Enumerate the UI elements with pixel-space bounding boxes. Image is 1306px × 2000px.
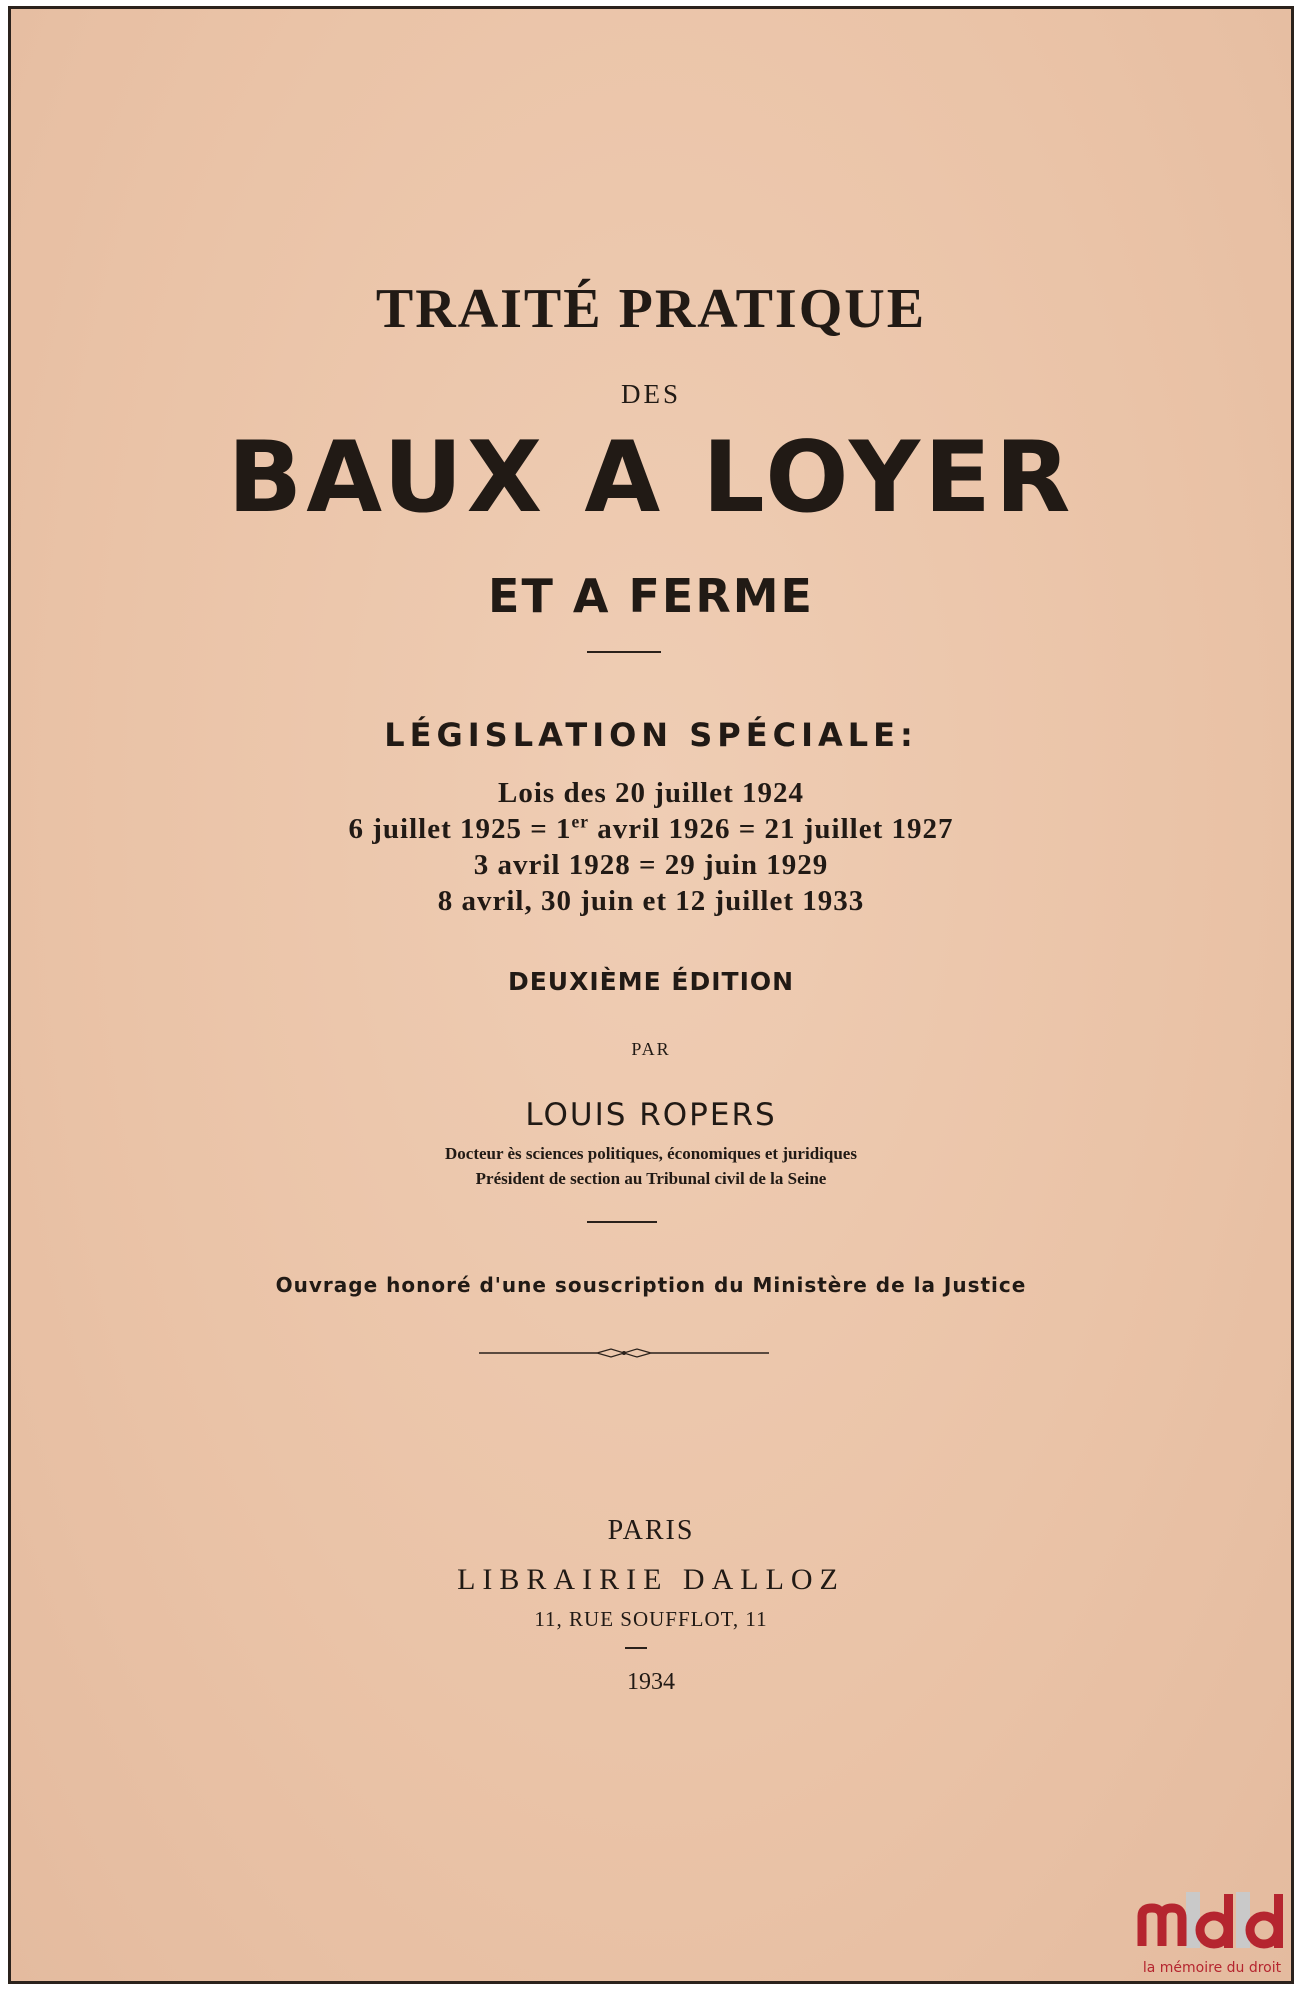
legislation-line-4: 8 avril, 30 juin et 12 juillet 1933 xyxy=(437,885,865,917)
divider-3 xyxy=(625,1647,647,1649)
title-line-2: DES xyxy=(620,379,681,409)
author-name: LOUIS ROPERS xyxy=(525,1097,777,1133)
divider-2 xyxy=(587,1221,657,1223)
divider-1 xyxy=(587,651,661,653)
legislation-line-2-sup: er xyxy=(571,811,589,832)
mdd-watermark-logo xyxy=(1132,1886,1292,1976)
author-credential-1: Docteur ès sciences politiques, économiques et juridiques xyxy=(445,1144,857,1163)
mdd-logo-icon xyxy=(1132,1886,1292,1956)
par-label: PAR xyxy=(631,1039,671,1059)
publisher-address: 11, RUE SOUFFLOT, 11 xyxy=(534,1607,768,1631)
legislation-heading: LÉGISLATION SPÉCIALE: xyxy=(384,716,918,754)
edition: DEUXIÈME ÉDITION xyxy=(507,967,795,996)
title-main: BAUX A LOYER xyxy=(227,421,1075,535)
legislation-line-2 xyxy=(11,813,1291,846)
honor-note: Ouvrage honoré d'une souscription du Ministère de la Justice xyxy=(275,1273,1027,1297)
author-credential-2: Président de section au Tribunal civil de la Seine xyxy=(475,1169,827,1188)
title-subtitle: ET A FERME xyxy=(488,569,814,623)
legislation-line-1: Lois des 20 juillet 1924 xyxy=(498,777,804,809)
title-line-1: TRAITÉ PRATIQUE xyxy=(375,278,927,340)
book-cover xyxy=(8,6,1294,1984)
publisher-name: LIBRAIRIE DALLOZ xyxy=(457,1563,845,1596)
publisher-city: PARIS xyxy=(607,1515,695,1546)
publication-year: 1934 xyxy=(627,1669,675,1695)
legislation-line-3: 3 avril 1928 = 29 juin 1929 xyxy=(473,849,829,881)
mdd-logo-tagline: la mémoire du droit xyxy=(1142,1960,1282,1976)
legislation-line-2-b: avril 1926 = 21 juillet 1927 xyxy=(588,813,954,845)
legislation-line-2-a: 6 juillet 1925 = 1 xyxy=(348,813,572,845)
ornament-divider xyxy=(479,1345,769,1361)
